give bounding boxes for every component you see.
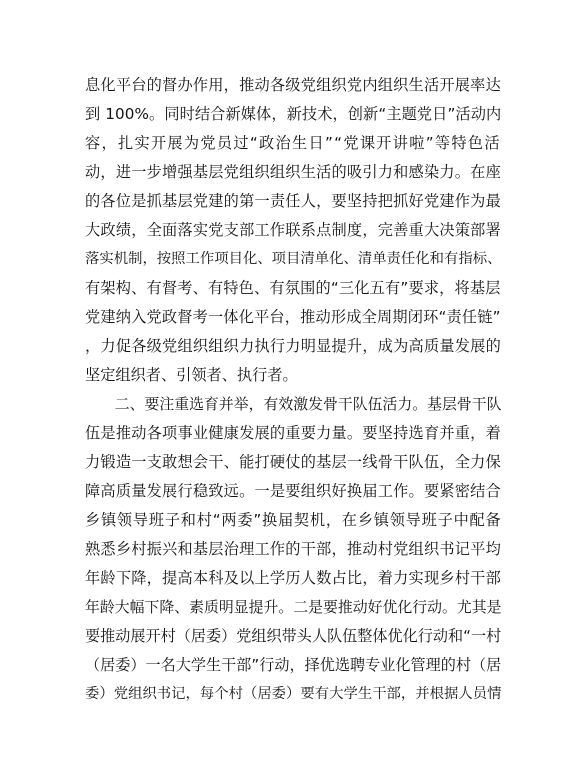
section-heading-line: 二、要注重选育并举，有效激发骨干队伍活力。基层骨干队: [85, 395, 502, 413]
paragraph-line: 有架构、有督考、有特色、有氛围的“三化五有”要求，将基层: [85, 279, 501, 297]
paragraph-line: 坚定组织者、引领者、执行者。: [85, 366, 298, 384]
paragraph-line: 障高质量发展行稳致远。一是要组织好换届工作。要紧密结合: [85, 482, 502, 500]
paragraph-line: 力锻造一支敢想会干、能打硬仗的基层一线骨干队伍，全力保: [85, 453, 502, 471]
paragraph-line: 到 100%。同时结合新媒体，新技术，创新“主题党日”活动内: [85, 105, 502, 123]
paragraph-line: 乡镇领导班子和村“两委”换届契机，在乡镇领导班子中配备: [85, 511, 502, 529]
paragraph-line: 落实机制，按照工作项目化、项目清单化、清单责任化和有指标、: [85, 251, 502, 267]
paragraph-line: 年龄下降，提高本科及以上学历人数占比，着力实现乡村干部: [85, 569, 502, 587]
paragraph-line: 要推动展开村（居委）党组织带头人队伍整体优化行动和“一村: [85, 627, 502, 645]
paragraph-line: 党建纳入党政督考一体化平台，推动形成全周期闭环“责任链”: [85, 308, 501, 326]
paragraph-line: 熟悉乡村振兴和基层治理工作的干部，推动村党组织书记平均: [85, 540, 502, 558]
paragraph-line: 委）党组织书记，每个村（居委）要有大学生干部，并根据人员情: [85, 686, 502, 702]
paragraph-line: 息化平台的督办作用，推动各级党组织党内组织生活开展率达: [85, 76, 502, 94]
paragraph-line: 容，扎实开展为党员过“政治生日”“党课开讲啦”等特色活: [85, 134, 501, 152]
paragraph-line: （居委）一名大学生干部”行动，择优选聘专业化管理的村（居: [85, 656, 502, 674]
paragraph-line: 大政绩，全面落实党支部工作联系点制度，完善重大决策部署: [85, 221, 502, 239]
paragraph-line: ，力促各级党组织组织力执行力明显提升，成为高质量发展的: [85, 337, 502, 355]
paragraph-line: 动，进一步增强基层党组织组织生活的吸引力和感染力。在座: [85, 163, 502, 181]
paragraph-line: 年龄大幅下降、素质明显提升。二是要推动好优化行动。尤其是: [85, 598, 502, 616]
paragraph-line: 伍是推动各项事业健康发展的重要力量。要坚持选育并重，着: [85, 424, 502, 442]
paragraph-line: 的各位是抓基层党建的第一责任人，要坚持把抓好党建作为最: [85, 192, 502, 210]
